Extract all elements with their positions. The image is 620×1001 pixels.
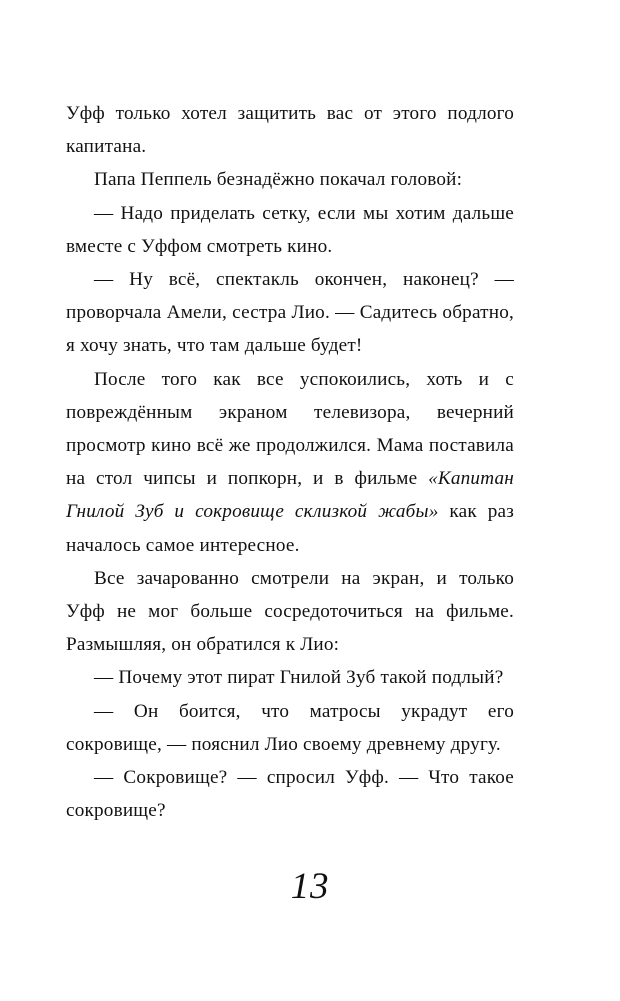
paragraph: — Надо приделать сетку, если мы хотим дальше вместе с Уффом смотреть кино.	[66, 202, 514, 257]
paragraph: Папа Пеппель безнадёжно покачал головой:	[94, 169, 463, 191]
paragraph: — Почему этот пират Гнилой Зуб такой подлый?	[94, 667, 504, 689]
paragraph: — Сокровище? — спросил Уфф. — Что такое сокровище?	[66, 767, 514, 822]
paragraph: Все зачарованно смотрели на экран, и только Уфф не мог больше сосредоточиться на фильме. Размышляя, он обратился к Лио:	[66, 567, 514, 656]
paragraph-text-after-title: как раз началось самое интересное.	[66, 501, 514, 556]
paragraph-with-film-title	[66, 363, 514, 562]
paragraph-text-before-title: После того как все успокоились, хоть и с повреждённым экраном телевизора, вечерний просмотр кино всё же продолжился. Мама поставила на стол чипсы и попкорн, и в фильме	[66, 368, 514, 490]
paragraph: Уфф только хотел защитить вас от этого подлого капитана.	[66, 103, 514, 158]
paragraph: — Он боится, что матросы украдут его сокровище, — пояснил Лио своему древнему другу.	[66, 700, 514, 755]
page-text-block	[66, 97, 514, 827]
page-number: 13	[290, 866, 330, 907]
paragraph: — Ну всё, спектакль окончен, наконец? — проворчала Амели, сестра Лио. — Садитесь обратно, я хочу знать, что там дальше будет!	[66, 269, 514, 357]
film-title: «Капитан Гнилой Зуб и сокровище склизкой жабы»	[66, 468, 514, 523]
